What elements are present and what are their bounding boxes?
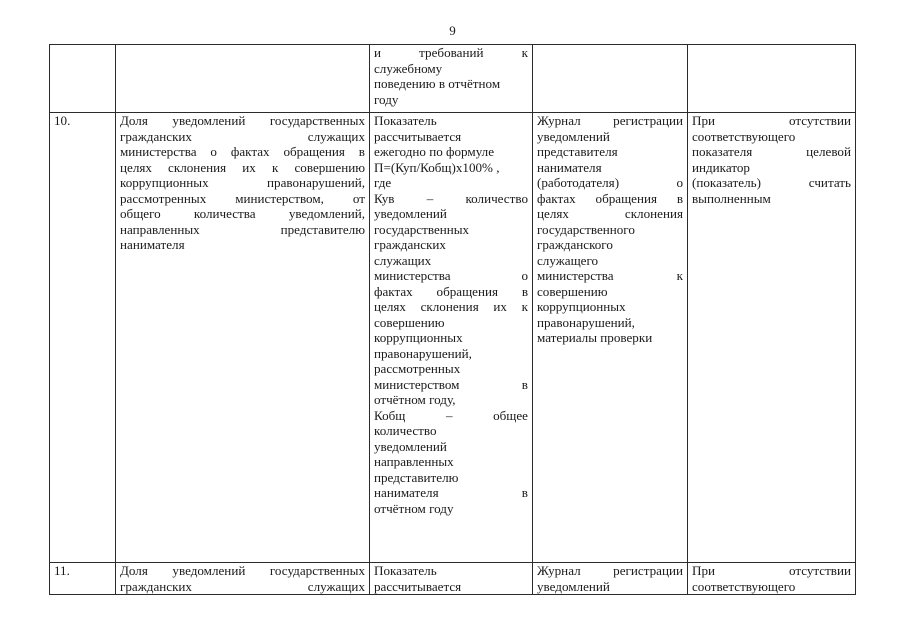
text-line: Показатель <box>374 563 437 578</box>
text-line: целях склонения их к совершению <box>120 159 365 175</box>
text-line: отчётном году, <box>374 392 456 407</box>
text-line: министерством в <box>374 376 528 392</box>
text-line: уведомлений <box>374 206 447 221</box>
text-line: фактах обращения в <box>374 283 528 299</box>
text-line: совершению <box>537 283 608 299</box>
text-line: отчётном году <box>374 500 454 516</box>
text-line: гражданских служащих <box>120 578 365 594</box>
text-line: показателя целевой <box>692 144 851 159</box>
text-line: правонарушений, <box>537 314 635 330</box>
text-line: нанимателя <box>537 159 602 175</box>
text-line: служащих <box>374 252 432 268</box>
cell-indicator-name <box>116 563 370 595</box>
table-row <box>50 563 856 595</box>
text-line: целях склонения <box>537 206 683 221</box>
text-line: (работодателя) о <box>537 175 683 190</box>
text-line: гражданских служащих <box>120 128 365 144</box>
text-line: коррупционных правонарушений, <box>120 175 365 190</box>
text-line: представителю <box>374 469 459 485</box>
table-row <box>50 113 856 563</box>
text-line: правонарушений, <box>374 345 472 361</box>
text-line: рассмотренных <box>374 361 461 376</box>
text-line: При отсутствии <box>692 113 851 128</box>
text-line: служебному <box>374 60 443 76</box>
text-line: общего количества уведомлений, <box>120 206 365 221</box>
cell-number: 10. <box>50 113 116 563</box>
cell-note <box>688 113 856 563</box>
cell-calculation-method <box>370 45 533 113</box>
cell-data-source <box>533 45 688 113</box>
text-line: количество <box>374 423 437 438</box>
text-line: служащего <box>537 252 599 268</box>
cell-indicator-name <box>116 113 370 563</box>
text-line: государственного <box>537 221 635 237</box>
text-line: гражданского <box>537 237 613 252</box>
text-line: Журнал регистрации <box>537 113 683 128</box>
text-line: гражданских <box>374 237 446 252</box>
text-line: фактах обращения в <box>537 190 683 206</box>
text-line: уведомлений <box>374 438 447 454</box>
text-line: рассмотренных министерством, от <box>120 190 365 206</box>
text-line: поведению в отчётном <box>374 76 501 91</box>
text-line: нанимателя в <box>374 485 528 500</box>
text-line: Кув – количество <box>374 190 528 206</box>
table-row <box>50 45 856 113</box>
text-line: и требований к <box>374 45 528 60</box>
cell-data-source <box>533 113 688 563</box>
page-number: 9 <box>449 23 456 38</box>
text-line: совершению <box>374 314 445 330</box>
text-line: нанимателя <box>120 237 185 252</box>
text-line: материалы проверки <box>537 330 653 345</box>
text-line: министерства о фактах обращения в <box>120 144 365 159</box>
text-line: министерства о <box>374 268 528 283</box>
cell-data-source <box>533 563 688 595</box>
text-line: Журнал регистрации <box>537 563 683 578</box>
cell-indicator-name <box>116 45 370 113</box>
cell-calculation-method <box>370 113 533 563</box>
text-line: Показатель <box>374 113 437 128</box>
text-line: министерства к <box>537 268 683 283</box>
text-line: рассчитывается <box>374 128 462 144</box>
text-line: уведомлений <box>537 578 610 594</box>
text-line: Кобщ – общее <box>374 407 528 423</box>
text-line: представителя <box>537 144 618 159</box>
text-line: (показатель) считать <box>692 175 851 190</box>
cell-number <box>50 45 116 113</box>
formula-line: П=(Куп/Кобщ)х100% , <box>374 159 500 175</box>
cell-note <box>688 563 856 595</box>
text-line: соответствующего <box>692 578 796 594</box>
text-line: коррупционных <box>374 330 463 345</box>
indicator-table <box>49 44 856 595</box>
text-line: году <box>374 91 399 107</box>
cell-number: 11. <box>50 563 116 595</box>
text-line: государственных <box>374 221 470 237</box>
text-line: направленных <box>374 454 454 469</box>
text-line: коррупционных <box>537 299 626 314</box>
text-line: уведомлений <box>537 128 610 144</box>
text-line: индикатор <box>692 159 750 175</box>
text-line: рассчитывается <box>374 578 462 594</box>
text-line: выполненным <box>692 190 771 206</box>
text-line: При отсутствии <box>692 563 851 578</box>
cell-calculation-method <box>370 563 533 595</box>
text-line: направленных представителю <box>120 221 365 237</box>
cell-note <box>688 45 856 113</box>
text-line: ежегодно по формуле <box>374 144 495 159</box>
text-line: Доля уведомлений государственных <box>120 113 365 128</box>
text-line: целях склонения их к <box>374 299 528 314</box>
text-line: где <box>374 175 392 190</box>
text-line: Доля уведомлений государственных <box>120 563 365 578</box>
text-line: соответствующего <box>692 128 796 144</box>
